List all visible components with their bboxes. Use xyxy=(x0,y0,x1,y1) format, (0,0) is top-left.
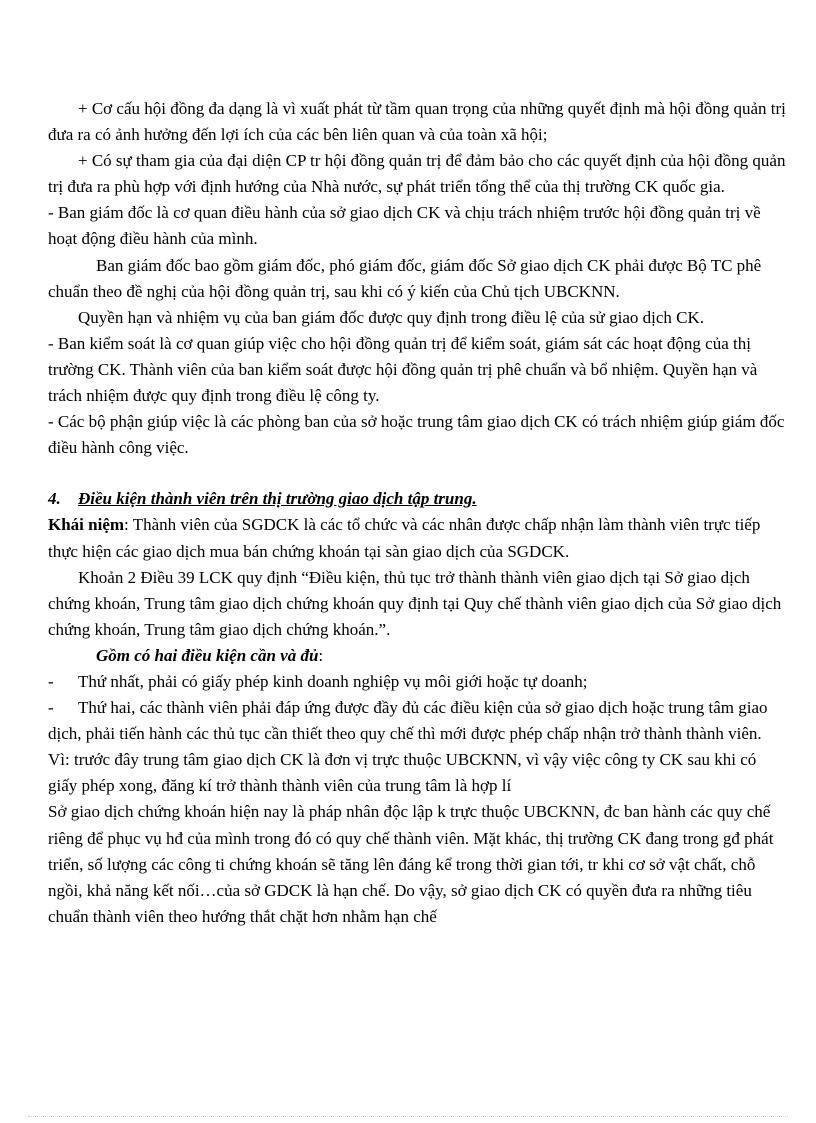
paragraph-reason: Vì: trước đây trung tâm giao dịch CK là đơn vị trực thuộc UBCKNN, vì vậy việc công ty CK sau khi có giấy phép xong, đăng kí trở thành thành viên của trung tâm là hợp lí xyxy=(48,750,757,796)
paragraph-law-quote: Khoản 2 Điều 39 LCK quy định “Điều kiện, thủ tục trở thành thành viên giao dịch tại Sở giao dịch chứng khoán, Trung tâm giao dịch chứng khoán quy định tại Quy chế thành viên giao dịch của Sở giao dịch chứng khoán, Trung tâm giao dịch chứng khoán.”. xyxy=(48,567,782,639)
paragraph-current-situation: Sở giao dịch chứng khoán hiện nay là pháp nhân độc lập k trực thuộc UBCKNN, đc ban hành các quy chế riêng để phục vụ hđ của mình trong đó có quy chế thành viên. Mặt khác, thị trường CK đang trong gđ phát triển, số lượng các công ti chứng khoán sẽ tăng lên đáng kể trong thời gian tới, tr khi cơ sở vật chất, chỗ ngồi, khả năng kết nối…của sở GDCK là hạn chế. Do vậy, sở giao dịch CK có quyền đưa ra những tiêu chuẩn thành viên theo hướng thắt chặt hơn nhằm hạn chế xyxy=(48,802,774,926)
list-dash: - xyxy=(48,671,54,691)
section-title: Điều kiện thành viên trên thị trường giao dịch tập trung. xyxy=(78,489,477,509)
document-page xyxy=(48,96,788,930)
paragraph-directors-composition: Ban giám đốc bao gồm giám đốc, phó giám đốc, giám đốc Sở giao dịch CK phải được Bộ TC phê chuẩn theo đề nghị của hội đồng quản trị, sau khi có ý kiến của Chủ tịch UBCKNN. xyxy=(48,255,762,301)
section-heading xyxy=(48,486,788,512)
page-bottom-divider xyxy=(28,1116,788,1117)
conditions-heading-colon: : xyxy=(318,645,324,665)
conditions-heading-text: Gồm có hai điều kiện cần và đủ xyxy=(96,645,319,665)
concept-label: Khái niệm xyxy=(48,515,125,535)
conditions-heading xyxy=(48,643,788,669)
paragraph-board-of-directors: - Ban giám đốc là cơ quan điều hành của sở giao dịch CK và chịu trách nhiệm trước hội đồng quản trị về hoạt động điều hành của mình. xyxy=(48,203,761,249)
list-item-condition-2 xyxy=(48,695,788,747)
section-number: 4. xyxy=(48,489,61,509)
paragraph-concept xyxy=(48,512,788,564)
condition-2-text: Thứ hai, các thành viên phải đáp ứng được đầy đủ các điều kiện của sở giao dịch hoặc trung tâm giao dịch, phải tiến hành các thủ tục cần thiết theo quy chế thì mới được phép chấp nhận trở thành thành viên. xyxy=(48,698,768,744)
list-dash: - xyxy=(48,698,54,718)
paragraph-directors-duties: Quyền hạn và nhiệm vụ của ban giám đốc được quy định trong điều lệ của sử giao dịch CK. xyxy=(78,307,705,327)
paragraph-board-structure: + Cơ cấu hội đồng đa dạng là vì xuất phát từ tầm quan trọng của những quyết định mà hội đồng quản trị đưa ra có ảnh hưởng đến lợi ích của các bên liên quan và của toàn xã hội; xyxy=(48,99,786,145)
paragraph-supervisory-board: - Ban kiểm soát là cơ quan giúp việc cho hội đồng quản trị để kiểm soát, giám sát các hoạt động của thị trường CK. Thành viên của ban kiểm soát được hội đồng quản trị phê chuẩn và bổ nhiệm. Quyền hạn và trách nhiệm được quy định trong điều lệ công ty. xyxy=(48,333,758,406)
list-item-condition-1 xyxy=(48,669,788,695)
paragraph-support-departments: - Các bộ phận giúp việc là các phòng ban của sở hoặc trung tâm giao dịch CK có trách nhiệm giúp giám đốc điều hành công việc. xyxy=(48,412,785,458)
concept-text: : Thành viên của SGDCK là các tổ chức và các nhân được chấp nhận làm thành viên trực tiếp thực hiện các giao dịch mua bán chứng khoán tại sàn giao dịch của SGDCK. xyxy=(48,515,761,561)
condition-1-text: Thứ nhất, phải có giấy phép kinh doanh nghiệp vụ môi giới hoặc tự doanh; xyxy=(78,671,588,691)
paragraph-government-representation: + Có sự tham gia của đại diện CP tr hội đồng quản trị để đảm bảo cho các quyết định của hội đồng quản trị đưa ra phù hợp với định hướng của Nhà nước, sự phát triển tổng thể của thị trường CK quốc gia. xyxy=(48,151,786,197)
